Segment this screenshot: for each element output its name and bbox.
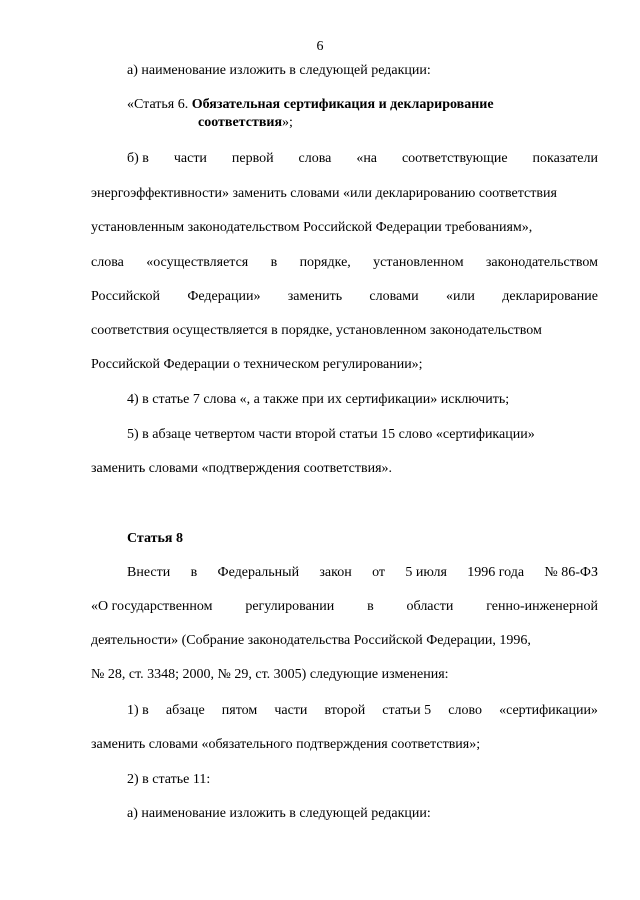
text-line-justified xyxy=(91,598,598,616)
text-line: а) наименование изложить в следующей редакции: xyxy=(127,63,431,78)
word: № 86-ФЗ xyxy=(544,565,598,580)
word: соответствующие xyxy=(401,151,508,166)
word: показатели xyxy=(532,151,598,166)
word: в xyxy=(270,255,278,270)
word: Федерации» xyxy=(187,289,261,304)
word: части xyxy=(173,151,207,166)
word: «или xyxy=(445,289,475,304)
word: Российской xyxy=(91,289,160,304)
word: 5 июля xyxy=(405,565,447,580)
word: регулировании xyxy=(245,599,335,614)
word: закон xyxy=(319,565,352,580)
text-line: деятельности» (Собрание законодательства Российской Федерации, 1996, xyxy=(91,633,531,648)
page-number: 6 xyxy=(316,39,324,54)
word: первой xyxy=(231,151,274,166)
word: «сертификации» xyxy=(499,703,598,718)
word: Федеральный xyxy=(217,565,300,580)
word: второй xyxy=(324,703,366,718)
article-heading-quote-cont xyxy=(198,114,293,132)
text-line: заменить словами «обязательного подтверждения соответствия»; xyxy=(91,737,481,752)
word: статьи 5 xyxy=(382,703,432,718)
text-line: № 28, ст. 3348; 2000, № 29, ст. 3005) следующие изменения: xyxy=(91,667,449,682)
text-line: 4) в статье 7 слова «, а также при их сертификации» исключить; xyxy=(127,392,510,407)
word: законодательством xyxy=(485,255,598,270)
word: декларирование xyxy=(502,289,598,304)
word: 1996 года xyxy=(467,565,525,580)
word: заменить xyxy=(287,289,343,304)
text-line-justified xyxy=(127,702,598,720)
word: генно-инженерной xyxy=(486,599,598,614)
text-line: соответствия осуществляется в порядке, установленном законодательством xyxy=(91,323,542,338)
word: от xyxy=(372,565,386,580)
word: «на xyxy=(356,151,378,166)
text-line-justified xyxy=(127,564,598,582)
word: «О государственном xyxy=(91,599,213,614)
text-line: энергоэффективности» заменить словами «или декларированию соответствия xyxy=(91,186,557,201)
word: «осуществляется xyxy=(146,255,249,270)
text-line-justified xyxy=(127,150,598,168)
word: области xyxy=(406,599,454,614)
text-line: Российской Федерации о техническом регулировании»; xyxy=(91,357,423,372)
text-line: а) наименование изложить в следующей редакции: xyxy=(127,806,431,821)
word: пятом xyxy=(221,703,258,718)
heading-title-cont: соответствия xyxy=(198,115,283,130)
word: Внести xyxy=(127,565,171,580)
word: 1) в xyxy=(127,703,149,718)
text-line-justified xyxy=(91,254,598,272)
word: слово xyxy=(448,703,482,718)
heading-title: Обязательная сертификация и декларирование xyxy=(191,97,494,112)
word: б) в xyxy=(127,151,149,166)
text-line: 2) в статье 11: xyxy=(127,772,211,787)
text-line-justified xyxy=(91,288,598,306)
text-line: установленным законодательством Российской Федерации требованиям», xyxy=(91,220,533,235)
text-line: заменить словами «подтверждения соответствия». xyxy=(91,461,393,476)
word: в xyxy=(190,565,198,580)
word: в xyxy=(367,599,374,614)
word: установленном xyxy=(373,255,464,270)
article-heading: Статья 8 xyxy=(127,531,183,546)
word: части xyxy=(274,703,308,718)
word: слова xyxy=(298,151,332,166)
word: слова xyxy=(91,255,124,270)
heading-prefix: «Статья 6. xyxy=(127,97,192,112)
word: словами xyxy=(369,289,419,304)
text-line: 5) в абзаце четвертом части второй статьи 15 слово «сертификации» xyxy=(127,427,535,442)
word: абзаце xyxy=(165,703,205,718)
heading-suffix: »; xyxy=(282,115,293,130)
article-heading-quote xyxy=(127,96,494,114)
word: порядке, xyxy=(299,255,351,270)
